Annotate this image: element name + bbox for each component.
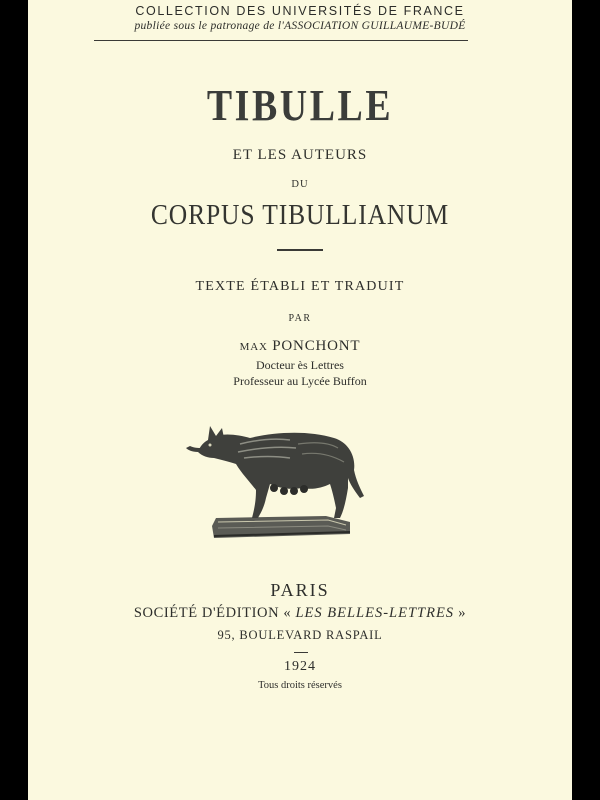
publisher-address: 95, BOULEVARD RASPAIL	[217, 628, 383, 642]
title-page	[28, 0, 572, 800]
edition-note: TEXTE ÉTABLI ET TRADUIT	[195, 279, 405, 294]
by-label: PAR	[288, 313, 312, 324]
corpus-title: CORPUS TIBULLIANUM	[150, 199, 450, 231]
publication-year: 1924	[284, 659, 316, 674]
author-last-name: PONCHONT	[272, 338, 361, 354]
capitoline-wolf-icon	[178, 418, 368, 546]
header-divider	[94, 40, 468, 41]
patronage-line: publiée sous le patronage de l'ASSOCIATION GUILLAUME-BUDÉ	[134, 20, 466, 32]
book-title: TIBULLE	[206, 81, 394, 130]
rights-notice: Tous droits réservés	[258, 680, 342, 691]
author-degree: Docteur ès Lettres	[256, 358, 344, 372]
society-suffix: »	[454, 605, 467, 621]
title-subtitle: ET LES AUTEURS	[232, 147, 368, 163]
society-prefix: SOCIÉTÉ D'ÉDITION «	[133, 605, 296, 621]
title-divider	[277, 249, 323, 251]
year-divider	[294, 652, 308, 653]
society-name: LES BELLES-LETTRES	[295, 605, 455, 621]
author-position: Professeur au Lycée Buffon	[233, 374, 367, 388]
publisher-society	[28, 605, 572, 622]
author-first-name: MAX	[239, 341, 268, 353]
author-name	[28, 338, 572, 355]
title-connector: DU	[291, 179, 309, 190]
collection-heading: COLLECTION DES UNIVERSITÉS DE FRANCE	[135, 4, 465, 18]
publisher-city: PARIS	[270, 580, 330, 600]
